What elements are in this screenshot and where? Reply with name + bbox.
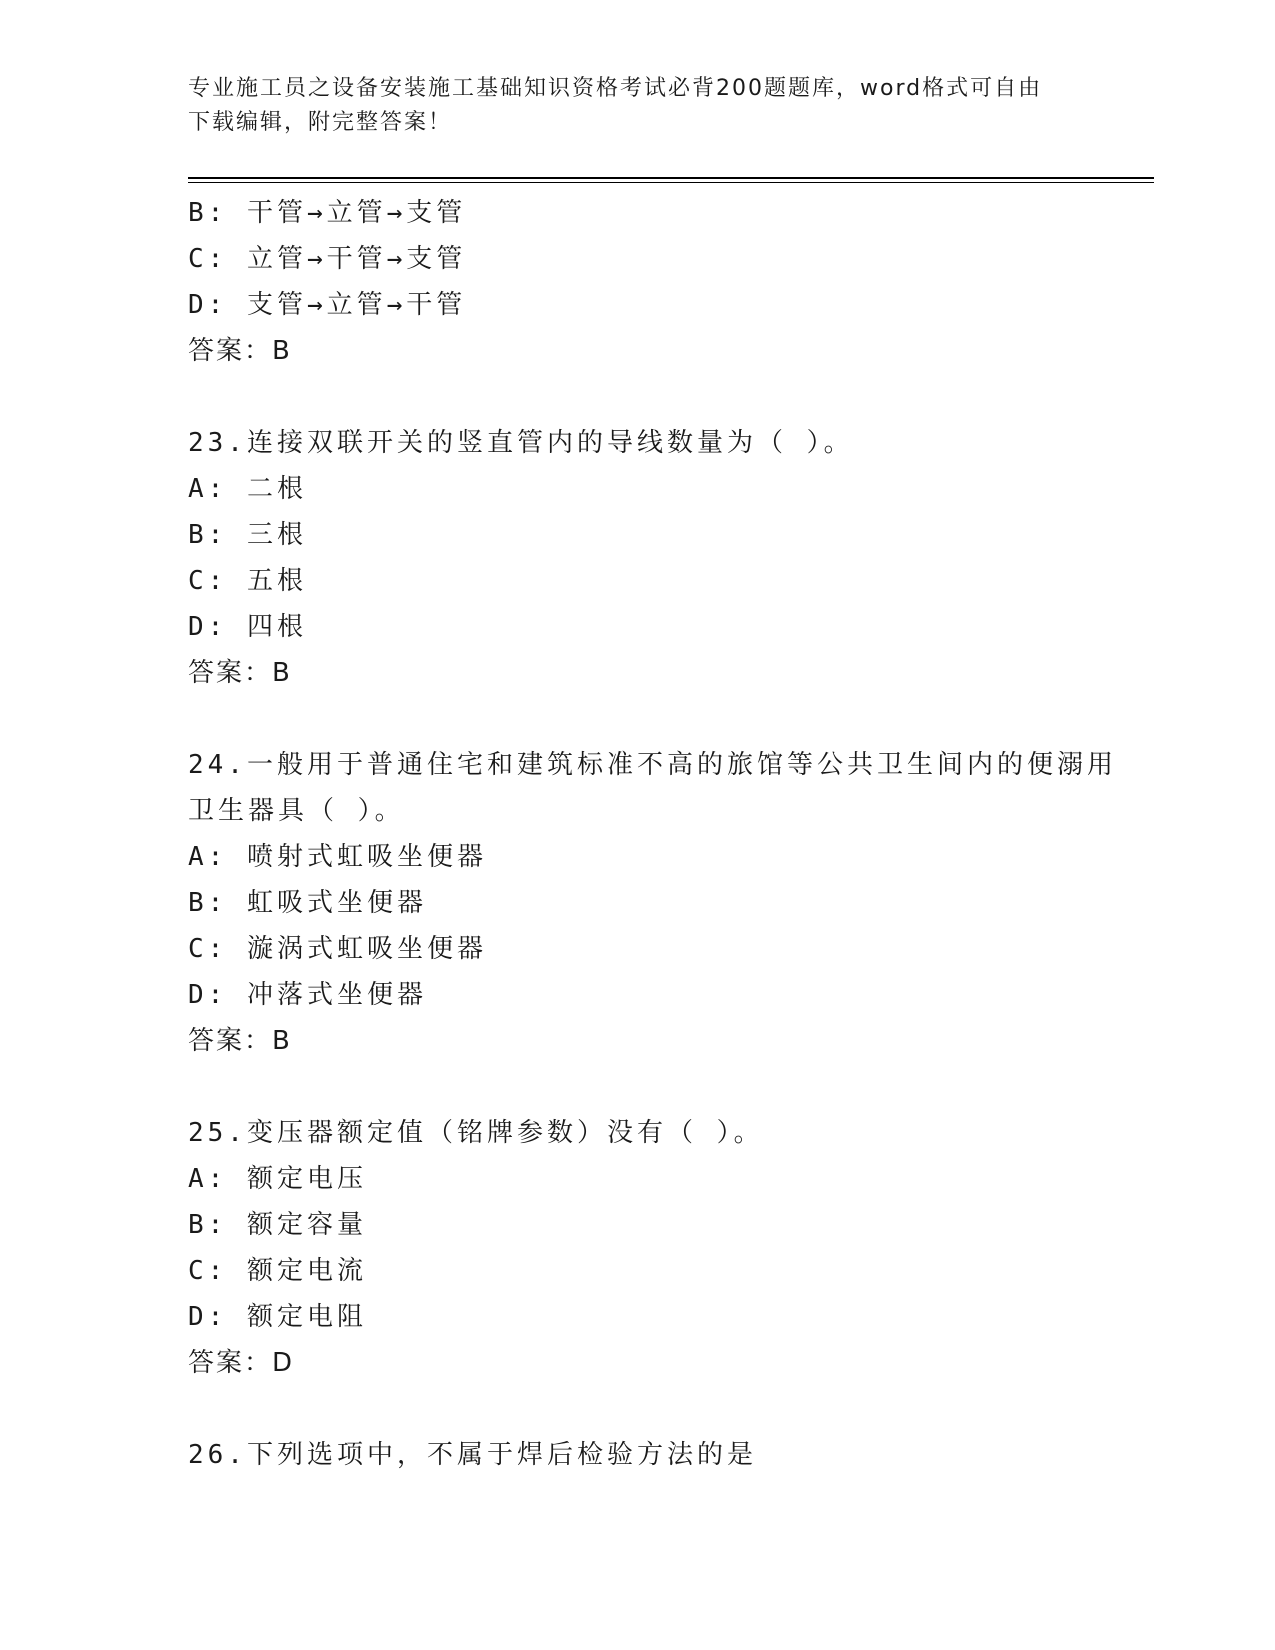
question-block-22 [188,190,1088,374]
option-b: B: 虹吸式坐便器 [188,888,427,918]
option-a: A: 喷射式虹吸坐便器 [188,842,487,872]
header-line-2: 下载编辑，附完整答案！ [188,110,453,135]
question-block-25 [188,1110,1088,1386]
answer-text: 答案：B [188,336,292,366]
question-list [188,190,1117,1478]
option-c: C: 立管→干管→支管 [188,244,467,274]
option-c: C: 漩涡式虹吸坐便器 [188,934,487,964]
question-block-23 [188,420,1088,696]
option-d: D: 四根 [188,612,307,642]
question-text: 26.下列选项中，不属于焊后检验方法的是 [188,1440,757,1470]
answer-text: 答案：B [188,658,292,688]
spacer [188,1064,1088,1110]
answer-text: 答案：B [188,1026,292,1056]
option-d: D: 冲落式坐便器 [188,980,427,1010]
option-a: A: 额定电压 [188,1164,367,1194]
option-a: A: 二根 [188,474,307,504]
option-c: C: 额定电流 [188,1256,367,1286]
question-text: 23.连接双联开关的竖直管内的导线数量为（ ）。 [188,428,854,458]
header-rule-thin [188,182,1154,183]
spacer [188,1386,1088,1432]
header-line-1: 专业施工员之设备安装施工基础知识资格考试必背200题题库，word格式可自由 [188,76,1043,101]
question-text-line-1: 24.一般用于普通住宅和建筑标准不高的旅馆等公共卫生间内的便溺用 [188,750,1117,780]
option-b: B: 三根 [188,520,307,550]
option-d: D: 额定电阻 [188,1302,367,1332]
question-block-26 [188,1432,1088,1478]
document-header [188,72,1068,140]
option-d: D: 支管→立管→干管 [188,290,467,320]
spacer [188,374,1088,420]
header-rule-thick [188,177,1154,179]
answer-text: 答案：D [188,1348,295,1378]
spacer [188,696,1088,742]
option-c: C: 五根 [188,566,307,596]
question-text: 25.变压器额定值（铭牌参数）没有（ ）。 [188,1118,764,1148]
question-text-line-2: 卫生器具（ ）。 [188,796,405,826]
option-b: B: 额定容量 [188,1210,367,1240]
option-b: B: 干管→立管→支管 [188,198,467,228]
question-block-24 [188,742,1117,1064]
